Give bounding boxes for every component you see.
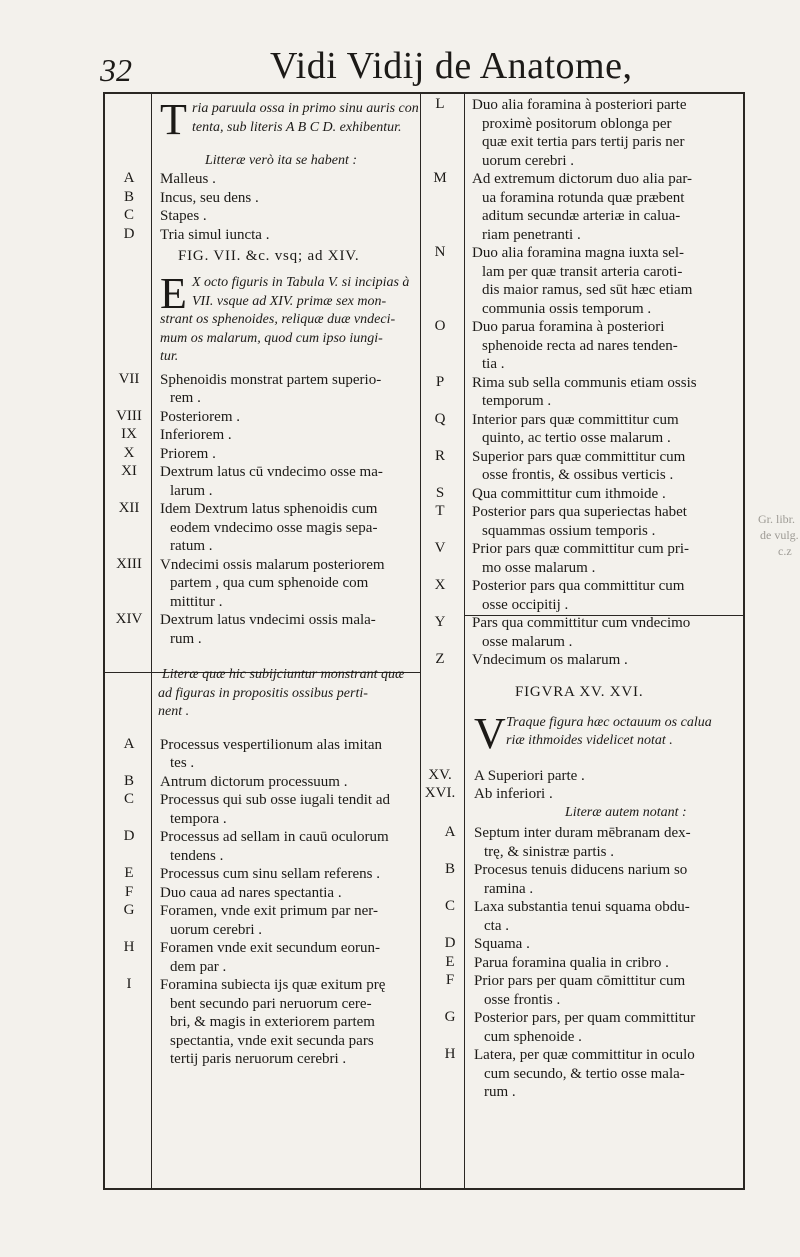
item-label: B	[123, 188, 134, 205]
item-label: V	[434, 540, 446, 556]
item-text: Dextrum latus vndecimi ossis mala-	[160, 612, 376, 628]
item-label: VII	[118, 370, 140, 387]
item-text: Duo parua foramina à posteriori	[472, 319, 665, 335]
running-title: Vidi Vidij de Anatome,	[270, 45, 633, 87]
item-label: S	[435, 484, 445, 501]
item-text: Ab inferiori .	[474, 786, 553, 802]
page-number: 32	[100, 52, 132, 88]
item-text: Dextrum latus cū vndecimo osse ma-	[160, 464, 383, 480]
item-text: osse frontis, & ossibus verticis .	[482, 467, 674, 483]
note-text: nent .	[158, 704, 190, 719]
item-text: lam per quæ transit arteria caroti-	[482, 263, 683, 280]
item-label: B	[444, 861, 455, 877]
item-text: Qua committitur cum ithmoide .	[472, 485, 666, 502]
item-text: ratum .	[170, 538, 213, 554]
item-text: bent secundo pari neruorum cere-	[170, 995, 372, 1012]
item-text: Prior pars per quam cōmittitur cum	[474, 973, 686, 989]
item-text: spectantia, vnde exit secunda pars	[170, 1032, 374, 1049]
item-label: M	[433, 170, 447, 186]
item-text: Vndecimum os malarum .	[472, 652, 628, 668]
item-text: Ad extremum dictorum duo alia par-	[472, 171, 693, 187]
item-text: Incus, seu dens .	[160, 189, 259, 206]
item-text: rum .	[484, 1084, 516, 1100]
item-text: Sphenoidis monstrat partem superio-	[160, 371, 382, 388]
item-label: G	[444, 1009, 456, 1025]
item-label: G	[123, 902, 135, 918]
item-text: Idem Dextrum latus sphenoidis cum	[160, 501, 378, 517]
item-label: F	[445, 972, 455, 988]
item-label: N	[434, 244, 446, 260]
item-label: XI	[121, 463, 137, 479]
intro-text: mum os malarum, quod cum ipso iungi-	[160, 330, 383, 346]
item-label: X	[434, 577, 446, 593]
item-label: E	[445, 953, 455, 970]
item-text: Inferiorem .	[160, 427, 232, 443]
item-text: mo osse malarum .	[482, 559, 596, 576]
item-text: uorum cerebri .	[482, 152, 575, 169]
item-label: R	[434, 447, 445, 464]
item-text: Duo alia foramina magna iuxta sel-	[472, 245, 685, 261]
item-text: Processus ad sellam in cauū oculorum	[160, 829, 389, 845]
item-text: tertij paris neruorum cerebri .	[170, 1051, 347, 1067]
item-text: Pars qua committitur cum vndecimo	[472, 615, 691, 631]
item-text: tes .	[170, 755, 195, 771]
item-text: Foramen, vnde exit primum par ner-	[160, 903, 378, 919]
item-text: Antrum dictorum processuum .	[160, 773, 348, 790]
item-label: Z	[435, 651, 445, 667]
intro-text: tenta, sub literis A B C D. exhibentur.	[192, 119, 402, 135]
item-label: D	[123, 225, 135, 242]
item-text: Processus cum sinu sellam referens .	[160, 866, 380, 882]
item-label: XIII	[116, 555, 142, 572]
intro-text: riæ ithmoides videlicet notat .	[506, 733, 673, 748]
item-text: proximè positorum oblonga per	[482, 115, 672, 132]
item-label: A	[123, 170, 135, 186]
item-label: C	[123, 791, 134, 807]
intro-text: Traque figura hæc octauum os calua	[506, 714, 712, 730]
item-text: dem par .	[170, 958, 227, 975]
item-label: E	[124, 865, 134, 881]
margin-note-line: c.z	[778, 544, 792, 558]
item-text: Duo caua ad nares spectantia .	[160, 884, 342, 901]
item-text: Posterior pars qua committitur cum	[472, 578, 685, 594]
item-text: sphenoide recta ad nares tenden-	[482, 337, 678, 354]
item-text: trę, & sinistræ partis .	[484, 843, 614, 860]
item-text: Squama .	[474, 936, 530, 952]
item-label: IX	[121, 426, 137, 442]
item-text: Tria simul iuncta .	[160, 226, 270, 243]
item-text: aditum secundæ arteriæ in caluа-	[482, 208, 681, 224]
item-text: quæ exit tertia pars tertij paris ner	[482, 134, 685, 150]
item-label: F	[124, 883, 134, 900]
margin-note-line: de vulg.	[760, 528, 799, 542]
dropcap: V	[474, 708, 506, 758]
item-label: T	[435, 503, 445, 519]
item-label: P	[435, 373, 445, 390]
item-text: partem , qua cum sphenoide com	[170, 575, 369, 591]
item-text: Rima sub sella communis etiam ossis	[472, 374, 697, 391]
item-text: Foramen vnde exit secundum eorun-	[160, 940, 380, 956]
item-text: Interior pars quæ committitur cum	[472, 411, 679, 428]
item-text: temporum .	[482, 393, 552, 409]
item-text: cum sphenoide .	[484, 1028, 582, 1045]
subheading: Litteræ verò ita se habent :	[205, 153, 358, 168]
item-label: D	[444, 935, 456, 951]
figure-heading: FIG. VII. &c. vsq; ad XIV.	[178, 248, 360, 264]
item-label: A	[444, 824, 456, 840]
item-text: ramina .	[484, 880, 534, 897]
subheading: Literæ autem notant :	[565, 804, 687, 820]
item-text: Septum inter duram mēbranam dex-	[474, 825, 691, 841]
item-label: Q	[434, 410, 446, 427]
item-text: Malleus .	[160, 171, 216, 187]
item-text: Processus qui sub osse iugali tendit ad	[160, 792, 390, 808]
item-text: cta .	[484, 917, 509, 934]
item-text: osse malarum .	[482, 633, 573, 650]
item-text: Stapes .	[160, 208, 207, 224]
column-rule	[151, 94, 152, 1188]
item-text: osse frontis .	[484, 991, 561, 1008]
intro-text: X octo figuris in Tabula V. si incipias à	[192, 275, 410, 290]
item-label: D	[123, 828, 135, 844]
intro-text: ria paruula ossa in primo sinu auris con	[192, 101, 419, 116]
item-text: Parua foramina qualia in cribro .	[474, 954, 669, 971]
item-text: Duo alia foramina à posteriori parte	[472, 97, 687, 113]
item-label: Y	[434, 614, 446, 630]
item-text: Posteriorem .	[160, 408, 240, 425]
intro-text: VII. vsque ad XIV. primæ sex mon-	[192, 293, 387, 309]
item-label: H	[123, 939, 135, 955]
figure-heading: FIGVRA XV. XVI.	[515, 683, 644, 700]
item-label: C	[123, 207, 134, 223]
item-label: I	[126, 976, 132, 992]
item-text: Foramina subiecta ijs quæ exitum prę	[160, 977, 386, 993]
item-text: eodem vndecimo osse magis sepa-	[170, 519, 378, 536]
item-text: riam penetranti .	[482, 226, 581, 243]
item-text: cum secundo, & tertio osse mala-	[484, 1065, 685, 1082]
item-label: B	[123, 772, 134, 789]
item-label: A	[123, 735, 135, 752]
item-text: squammas ossium temporis .	[482, 522, 656, 539]
dropcap: E	[160, 269, 187, 318]
item-text: communia ossis temporum .	[482, 300, 652, 317]
item-text: dis maior ramus, sed sūt hæc etiam	[482, 282, 693, 298]
item-text: Latera, per quæ committitur in oculo	[474, 1047, 695, 1063]
item-text: Processus vespertilionum alas imitan	[160, 736, 383, 753]
item-label: XVI.	[424, 785, 456, 801]
item-text: Prior pars quæ committitur cum pri-	[472, 541, 690, 557]
item-label: O	[434, 318, 446, 334]
item-text: osse occipitij .	[482, 596, 569, 613]
item-text: ua foramina rotunda quæ præbent	[482, 189, 685, 206]
intro-text: strant os sphenoides, reliquæ duæ vndeci-	[160, 312, 396, 327]
item-text: Superior pars quæ committitur cum	[472, 448, 686, 465]
item-label: XIV	[115, 611, 143, 627]
item-label: L	[435, 96, 445, 112]
item-text: Posterior pars, per quam committitur	[474, 1010, 696, 1026]
item-text: larum .	[170, 482, 213, 499]
item-text: Vndecimi ossis malarum posteriorem	[160, 556, 385, 573]
item-label: H	[444, 1046, 456, 1062]
item-text: A Superiori parte .	[474, 767, 585, 784]
margin-note-line: Gr. libr.	[758, 512, 796, 526]
item-text: tia .	[482, 356, 505, 372]
item-label: X	[123, 444, 135, 461]
dropcap: T	[160, 95, 187, 144]
item-text: Procesus tenuis diducens narium so	[474, 862, 688, 878]
note-text: ad figuras in propositis ossibus perti-	[158, 685, 368, 701]
item-text: tendens .	[170, 847, 224, 864]
item-text: rum .	[170, 630, 202, 647]
note-text: Literæ quæ hic subijciuntur monstrant quæ	[162, 667, 405, 682]
item-label: VIII	[116, 407, 142, 424]
item-label: XV.	[428, 766, 452, 783]
item-text: rem .	[170, 390, 201, 406]
intro-text: tur.	[160, 349, 179, 364]
item-text: quinto, ac tertio osse malarum .	[482, 430, 671, 446]
item-text: Posterior pars qua superiectas habet	[472, 504, 687, 520]
item-label: C	[444, 898, 455, 914]
item-text: bri, & magis in exteriorem partem	[170, 1014, 375, 1030]
item-text: uorum cerebri .	[170, 921, 263, 938]
item-text: tempora .	[170, 810, 227, 827]
item-text: mittitur .	[170, 593, 223, 610]
item-text: Laxa substantia tenui squama obdu-	[474, 899, 690, 915]
item-text: Priorem .	[160, 445, 216, 462]
item-label: XII	[118, 500, 140, 516]
